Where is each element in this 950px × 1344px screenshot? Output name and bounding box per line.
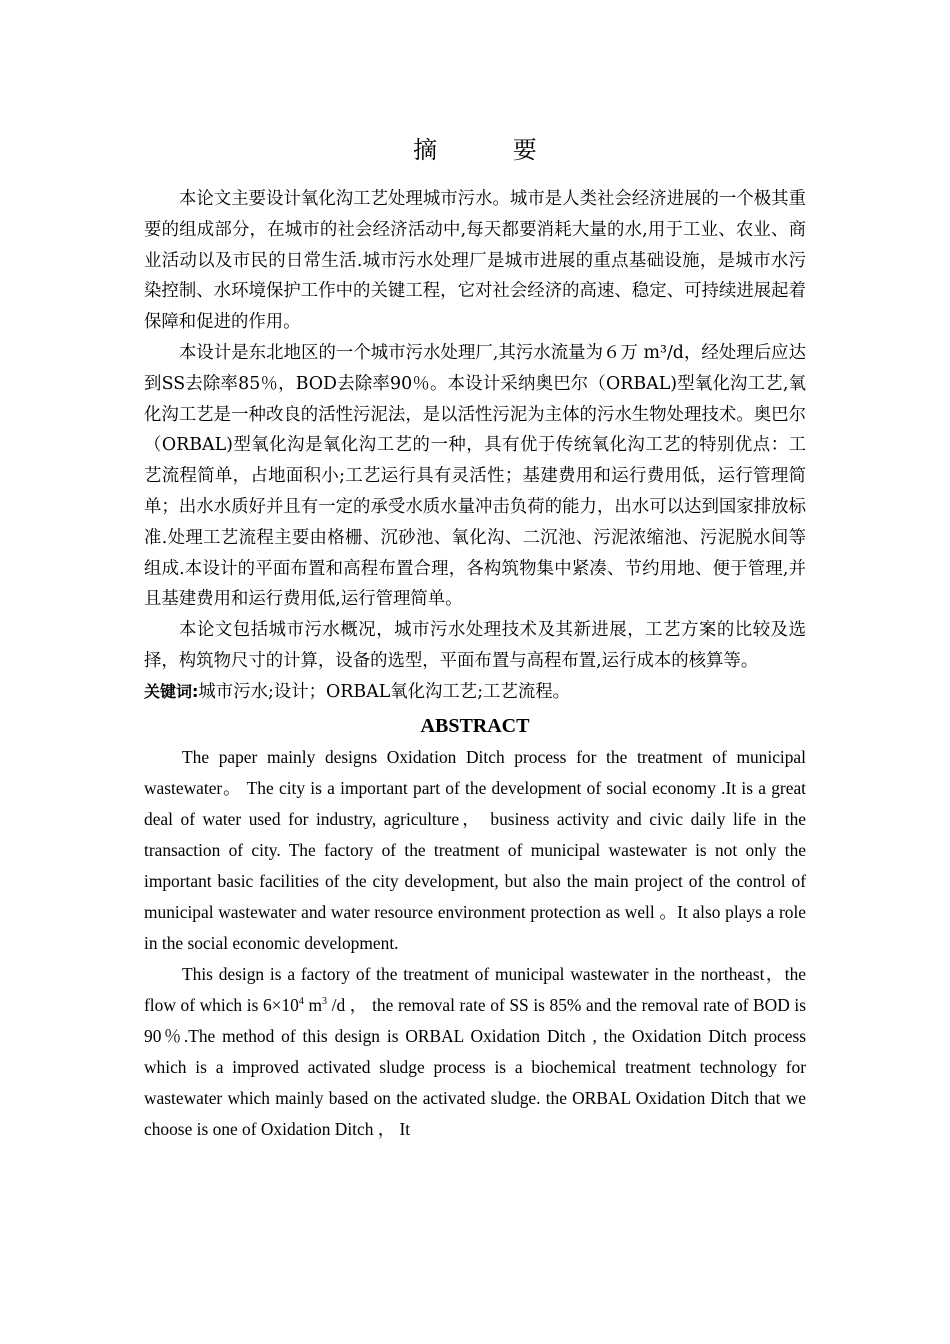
exponent-4: 4 xyxy=(298,995,304,1007)
english-paragraph-2-part-c: /d ， the removal rate of SS is 85% and the removal rate of BOD is 90％.The method of this design is ORBAL Oxidation Ditch , the Oxidation Ditch process which is a improved activated sludge process is a biochemical treatment technology for wastewater which mainly based on the activated sludge. the ORBAL Oxidation Ditch that we choose is one of Oxidation Ditch ， It xyxy=(144,994,806,1139)
english-paragraph-2-part-b: m xyxy=(303,994,323,1015)
exponent-3: 3 xyxy=(322,995,328,1007)
chinese-abstract-paragraph-1: 本论文主要设计氧化沟工艺处理城市污水。城市是人类社会经济进展的一个极其重要的组成部分，在城市的社会经济活动中,每天都要消耗大量的水,用于工业、农业、商业活动以及市民的日常生活.城市污水处理厂是城市进展的重点基础设施，是城市水污染控制、水环境保护工作中的关键工程，它对社会经济的高速、稳定、可持续进展起着保障和促进的作用。 xyxy=(144,189,806,333)
english-paragraph-2-part-a: This design is a factory of the treatment of municipal wastewater in the northeast，the flow of which is 6×10 xyxy=(144,963,806,1015)
chinese-keywords xyxy=(144,677,806,708)
keywords-text: 城市污水;设计；ORBAL氧化沟工艺;工艺流程。 xyxy=(198,681,571,702)
english-abstract-title: ABSTRACT xyxy=(420,714,530,737)
english-abstract-paragraph-1: The paper mainly designs Oxidation Ditch process for the treatment of municipal wastewater。 The city is a important part of the development of social economy .It is a great deal of water used for industry, agriculture， business activity and civic daily life in the transaction of city. The factory of the treatment of municipal wastewater is not only the important basic facilities of the city development, but also the main project of the control of municipal wastewater and water resource environment protection as well 。It also plays a role in the social economic development. xyxy=(144,746,806,953)
abstract-content xyxy=(144,128,806,1145)
chinese-abstract-paragraph-2: 本设计是东北地区的一个城市污水处理厂,其污水流量为６万 m³/d，经处理后应达到SS去除率85％，BOD去除率90％。本设计采纳奥巴尔（ORBAL)型氧化沟工艺,氧化沟工艺是一种改良的活性污泥法，是以活性污泥为主体的污水生物处理技术。奥巴尔（ORBAL)型氧化沟是氧化沟工艺的一种，具有优于传统氧化沟工艺的特别优点：工艺流程简单，占地面积小;工艺运行具有灵活性；基建费用和运行费用低，运行管理简单；出水水质好并且有一定的承受水质水量冲击负荷的能力，出水可以达到国家排放标准.处理工艺流程主要由格栅、沉砂池、氧化沟、二沉池、污泥浓缩池、污泥脱水间等组成.本设计的平面布置和高程布置合理，各构筑物集中紧凑、节约用地、便于管理,并且基建费用和运行费用低,运行管理简单。 xyxy=(144,342,806,610)
chinese-abstract-paragraph-3: 本论文包括城市污水概况，城市污水处理技术及其新进展，工艺方案的比较及选择，构筑物尺寸的计算，设备的选型，平面布置与高程布置,运行成本的核算等。 xyxy=(144,620,806,671)
english-abstract-paragraph-2 xyxy=(144,959,806,1145)
chinese-abstract-title: 摘 要 xyxy=(413,136,571,164)
keywords-label: 关键词: xyxy=(144,681,199,701)
